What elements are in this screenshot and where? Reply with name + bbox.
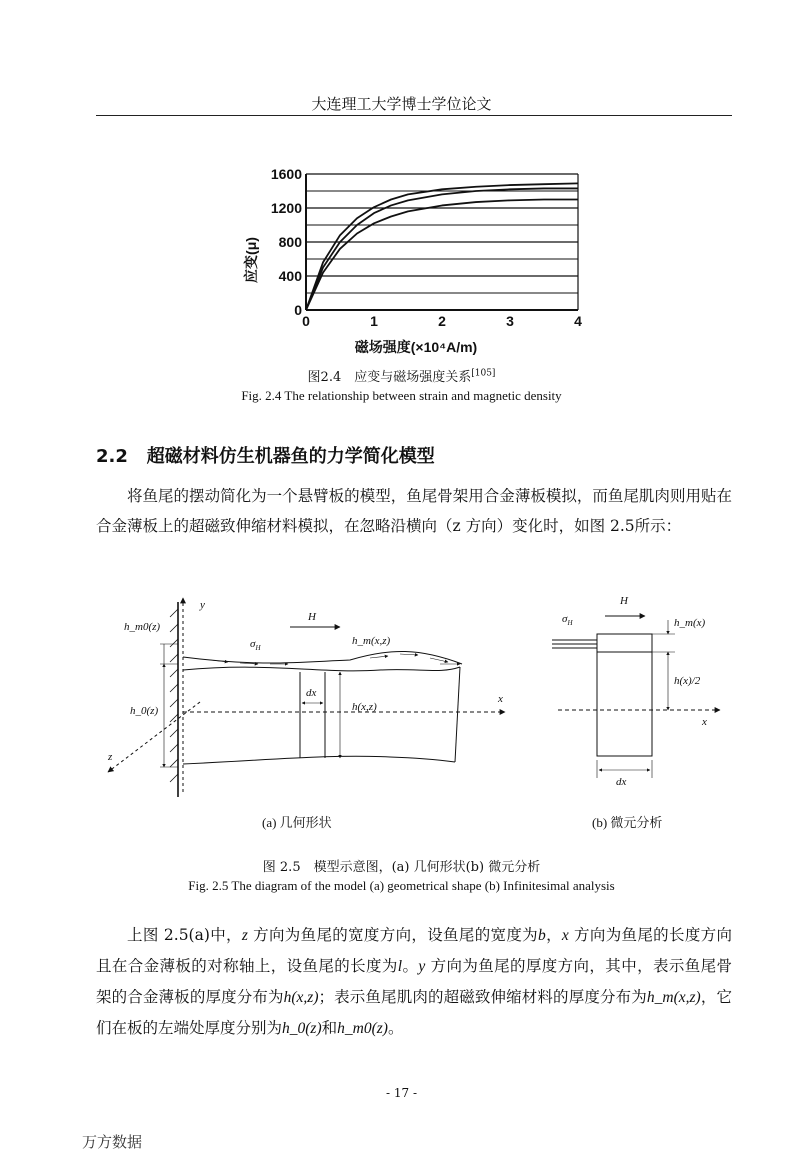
figure-2-4-caption-en: Fig. 2.4 The relationship between strain and magnetic density (241, 388, 562, 403)
b-hx2-label: h(x)/2 (674, 675, 701, 687)
plate-top (183, 667, 460, 671)
h0-label: h_0(z) (130, 705, 159, 717)
x-axis-label: x (498, 693, 503, 705)
series-line-1 (306, 183, 578, 310)
page-header: 大连理工大学博士学位论文 (311, 95, 492, 113)
b-stress-arrows (552, 640, 597, 648)
b-x-axis-label: x (702, 716, 707, 728)
chart-series (306, 183, 578, 310)
z-axis-label: z (108, 751, 113, 763)
caption-text: 图2.4 应变与磁场强度关系 (307, 370, 472, 385)
sigma-label: $\sigma_H$ (250, 638, 261, 652)
dx-label: dx (306, 687, 317, 699)
b-h-label: H (620, 595, 628, 607)
section-heading (96, 442, 435, 468)
subcaption-b: (b) 微元分析 (592, 815, 663, 830)
x-tick-label: 2 (438, 313, 446, 329)
footer-watermark: 万方数据 (82, 1133, 143, 1151)
figure-2-5-caption-cn: 图 2.5 模型示意图，(a) 几何形状(b) 微元分析 (262, 860, 541, 875)
y-tick-label: 400 (278, 268, 302, 284)
section-number: 2.2 (96, 446, 128, 467)
plate-bottom (183, 756, 455, 764)
figure-2-5a-diagram (100, 592, 520, 807)
hm0-label: h_m0(z) (124, 621, 161, 633)
x-tick-label: 1 (370, 313, 378, 329)
page-number: - 17 - (385, 1086, 417, 1100)
b-sigma-label: $\sigma_H$ (562, 613, 573, 627)
paragraph-2: 上图 2.5(a)中，z 方向为鱼尾的宽度方向，设鱼尾的宽度为b，x 方向为鱼尾的长度方向且在合金薄板的对称轴上，设鱼尾的长度为l。y 方向为鱼尾的厚度方向，其中，表示鱼尾骨架的合金薄板的厚度分布为h(x,z)；表示鱼尾肌肉的超磁致伸缩材料的厚度分布为h_m(x,z)，它们在板的左端处厚度分别为h_0(z)和h_m0(z)。 (96, 926, 732, 1037)
figure-2-5b-diagram (540, 592, 740, 787)
y-tick-label: 0 (294, 302, 302, 318)
paragraph-1: 将鱼尾的摆动简化为一个悬臂板的模型，鱼尾骨架用合金薄板模拟，而鱼尾肌肉则用贴在合金薄板上的超磁致伸缩材料模拟，在忽略沿横向（z 方向）变化时，如图 2.5所示： (96, 487, 732, 535)
x-tick-label: 4 (574, 313, 582, 329)
section-title: 超磁材料仿生机器鱼的力学简化模型 (146, 446, 435, 467)
caption-reference: [105] (471, 368, 496, 379)
series-line-2 (306, 188, 578, 310)
subcaption-a: (a) 几何形状 (262, 815, 332, 830)
chart-ylabel: 应变(μ) (243, 237, 259, 283)
strain-field-chart (236, 160, 596, 360)
hmxz-label: h_m(x,z) (352, 635, 391, 647)
wall-hatching (170, 609, 178, 782)
muscle-top (183, 651, 462, 664)
chart-tick-labels (271, 166, 582, 329)
y-tick-label: 1600 (270, 166, 302, 182)
b-dx-label: dx (616, 776, 627, 787)
y-axis-label: y (200, 599, 205, 611)
y-tick-label: 1200 (270, 200, 302, 216)
hxz-label: h(x,z) (352, 701, 377, 713)
x-tick-label: 3 (506, 313, 514, 329)
h-field-label: H (308, 611, 316, 623)
figure-2-5-caption-en: Fig. 2.5 The diagram of the model (a) geometrical shape (b) Infinitesimal analysis (188, 878, 615, 893)
y-tick-label: 800 (278, 234, 302, 250)
x-tick-label: 0 (302, 313, 310, 329)
header-rule (96, 115, 732, 116)
b-hmx-label: h_m(x) (674, 617, 706, 629)
figure-2-4-caption-cn (0, 366, 803, 385)
plate-end (455, 667, 460, 762)
chart-xlabel: 磁场强度(×10⁴A/m) (354, 339, 478, 355)
